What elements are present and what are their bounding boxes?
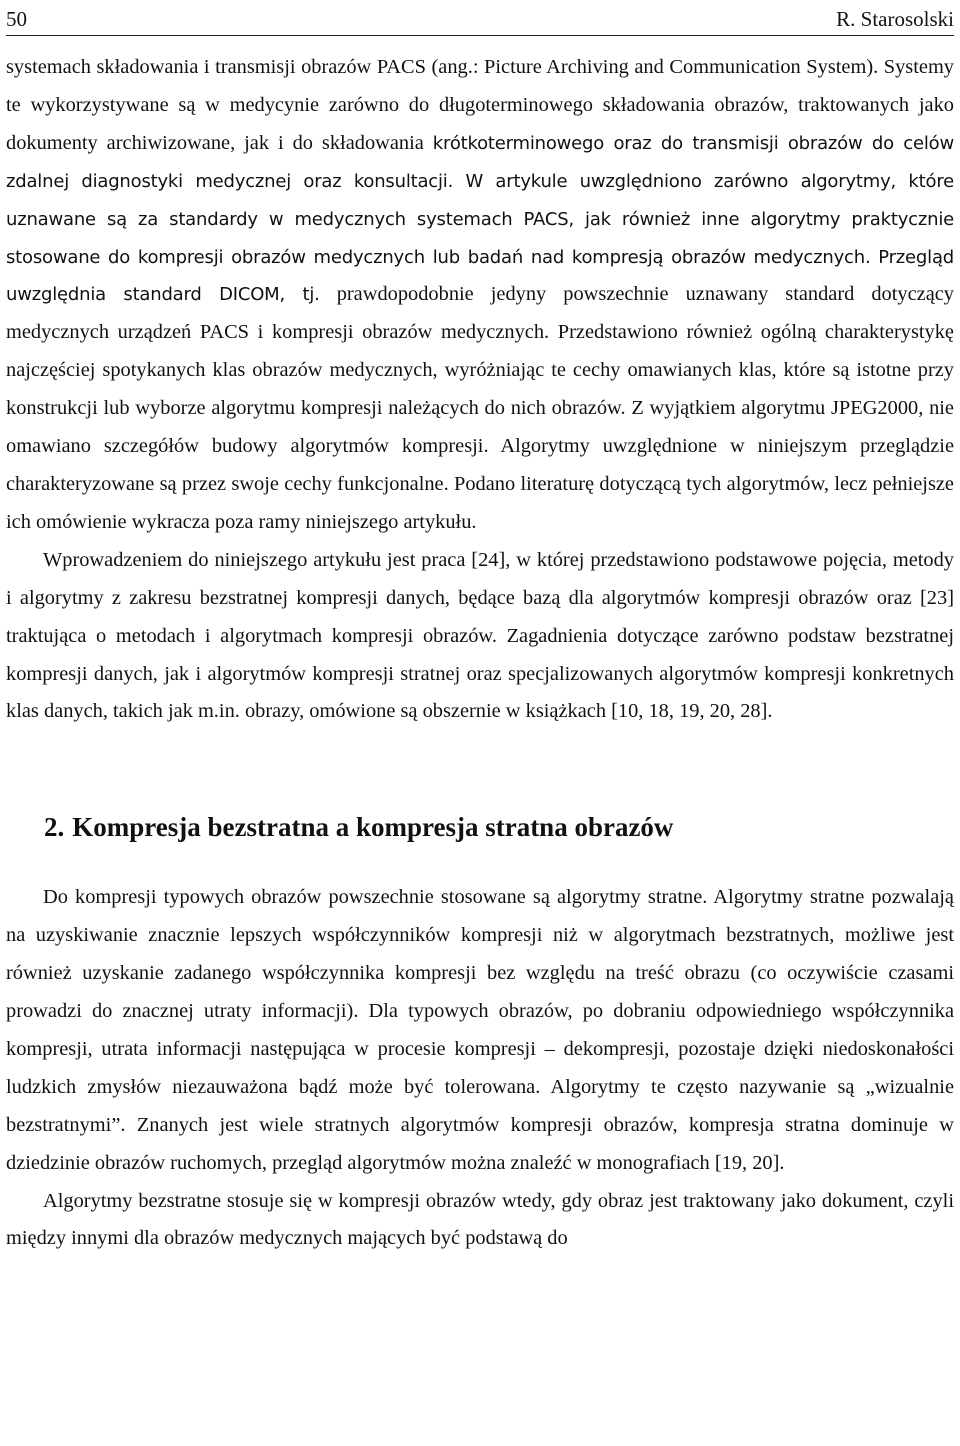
paragraph-4: Algorytmy bezstratne stosuje się w kompresji obrazów wtedy, gdy obraz jest traktowany jako dokument, czyli między innymi dla obrazów medycznych mających być podstawą do	[6, 1189, 954, 1250]
page-number: 50	[6, 7, 27, 31]
section-number: 2.	[44, 812, 65, 843]
section-heading	[44, 809, 954, 845]
paragraph-1-part-c: prawdopodobnie jedyny powszechnie uznawany standard dotyczący medycznych urządzeń PACS i kompresji obrazów medycznych. Przedstawiono również ogólną charakterystykę najczęściej spotykanych klas obrazów medycznych, wyróżniając te cechy omawianych klas, które są istotne przy konstrukcji lub wyborze algorytmu kompresji należących do nich obrazów. Z wyjątkiem algorytmu JPEG2000, nie omawiano szczegółów budowy algorytmów kompresji. Algorytmy uwzględnione w niniejszym przeglądzie charakteryzowane są przez swoje cechy funkcjonalne. Podano literaturę dotyczącą tych algorytmów, lecz pełniejsze ich omówienie wykracza poza ramy niniejszego artykułu.	[6, 283, 955, 533]
article-body	[6, 49, 954, 1258]
running-header	[6, 0, 954, 36]
paragraph-1	[6, 49, 954, 542]
paragraph-2: Wprowadzeniem do niniejszego artykułu jest praca [24], w której przedstawiono podstawowe pojęcia, metody i algorytmy z zakresu bezstratnej kompresji danych, będące bazą dla algorytmów kompresji obrazów oraz [23] traktująca o metodach i algorytmach kompresji obrazów. Zagadnienia dotyczące zarówno podstaw bezstratnej kompresji danych, jak i algorytmów kompresji stratnej oraz specjalizowanych algorytmów kompresji konkretnych klas danych, takich jak m.in. obrazy, omówione są obszernie w książkach [10, 18, 19, 20, 28].	[6, 548, 954, 723]
paragraph-1-part-a: systemach składowania i transmisji obrazów PACS (ang.: Picture Archiving and Communication System). Systemy te wykorzystywane są w medycynie zarówno do długoterminowego składowania obrazów, traktowanych jako dokumenty archiwizowane, jak i do składowania	[6, 56, 954, 154]
page	[6, 0, 954, 1258]
section-body	[6, 879, 954, 1258]
paragraph-3: Do kompresji typowych obrazów powszechnie stosowane są algorytmy stratne. Algorytmy stratne pozwalają na uzyskiwanie znacznie lepszych współczynników kompresji niż w algorytmach bezstratnych, możliwe jest również uzyskanie zadanego współczynnika kompresji bez względu na treść obrazu (co oczywiście czasami prowadzi do znacznej utraty informacji). Dla typowych obrazów, po dobraniu odpowiedniego współczynnika kompresji, utrata informacji następująca w procesie kompresji – dekompresji, pozostaje dzięki niedoskonałości ludzkich zmysłów niezauważona bądź może być tolerowana. Algorytmy te często nazywanie są „wizualnie bezstratnymi”. Znanych jest wiele stratnych algorytmów kompresji obrazów, kompresja stratna dominuje w dziedzinie obrazów ruchomych, przegląd algorytmów można znaleźć w monografiach [19, 20].	[6, 886, 954, 1174]
section-title: Kompresja bezstratna a kompresja stratna obrazów	[72, 812, 674, 843]
paragraph-1-part-b: krótkoterminowego oraz do transmisji obrazów do celów zdalnej diagnostyki medycznej oraz konsultacji. W artykule uwzględniono zarówno algorytmy, które uznawane są za standardy w medycznych systemach PACS, jak również inne algorytmy praktycznie stosowane do kompresji obrazów medycznych lub badań nad kompresją obrazów medycznych. Przegląd uwzględnia standard DICOM, tj.	[6, 132, 954, 306]
running-header-author: R. Starosolski	[836, 7, 954, 31]
